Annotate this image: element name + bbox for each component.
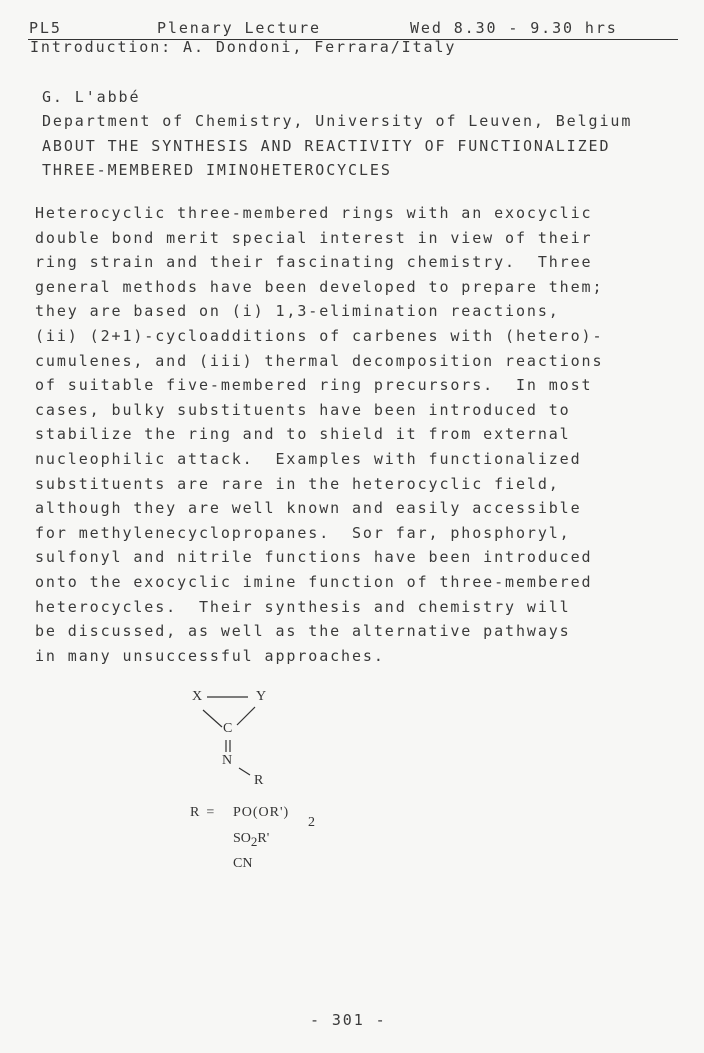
body-line: although they are well known and easily accessible xyxy=(35,499,582,518)
bond-n-r xyxy=(239,768,250,775)
bond-y-c xyxy=(237,707,255,725)
body-line: Heterocyclic three-membered rings with an exocyclic xyxy=(35,204,593,222)
subscript-2: 2 xyxy=(308,815,315,830)
title-line: ABOUT THE SYNTHESIS AND REACTIVITY OF FUNCTIONALIZED xyxy=(42,137,611,155)
lecture-code: PL5 xyxy=(29,19,62,37)
body-line: of suitable five-membered ring precursors. In most xyxy=(35,376,593,395)
bond-x-c xyxy=(203,710,222,727)
body-line: they are based on (i) 1,3-elimination reactions, xyxy=(35,302,560,321)
r-label: R = xyxy=(190,805,215,820)
session-time: Wed 8.30 - 9.30 hrs xyxy=(410,19,618,37)
title-line: THREE-MEMBERED IMINOHETEROCYCLES xyxy=(42,161,392,179)
r-prime: R' xyxy=(257,831,270,846)
body-line: (ii) (2+1)-cycloadditions of carbenes with (hetero)- xyxy=(35,327,604,345)
body-line: ring strain and their fascinating chemistry. Three xyxy=(35,253,593,272)
so-text: SO xyxy=(233,831,251,846)
body-line: cases, bulky substituents have been introduced to xyxy=(35,400,571,419)
introduction-line: Introduction: A. Dondoni, Ferrara/Italy xyxy=(30,38,457,56)
body-line: heterocycles. Their synthesis and chemistry will xyxy=(35,597,571,616)
subscript-2: 2 xyxy=(250,833,258,849)
body-line: substituents are rare in the heterocyclic field, xyxy=(35,474,560,493)
body-line: general methods have been developed to prepare them; xyxy=(35,277,604,296)
atom-c: C xyxy=(223,721,233,736)
substituent-sulfonyl xyxy=(233,831,269,850)
body-line: in many unsuccessful approaches. xyxy=(35,646,385,665)
body-line: cumulenes, and (iii) thermal decomposition reactions xyxy=(35,351,604,370)
body-line: stabilize the ring and to shield it from external xyxy=(35,425,571,444)
author: G. L'abbé xyxy=(42,88,141,106)
atom-n: N xyxy=(222,753,233,768)
body-line: be discussed, as well as the alternative pathways xyxy=(35,622,571,641)
body-line: nucleophilic attack. Examples with functionalized xyxy=(35,450,582,468)
atom-x: X xyxy=(192,689,203,704)
page-number: - 301 - xyxy=(310,1011,387,1029)
body-line: for methylenecyclopropanes. Sor far, phosphoryl, xyxy=(35,523,571,542)
substituent-nitrile: CN xyxy=(233,856,253,871)
body-line: double bond merit special interest in view of their xyxy=(35,228,593,247)
atom-y: Y xyxy=(256,689,267,704)
affiliation: Department of Chemistry, University of Leuven, Belgium xyxy=(42,112,633,130)
body-line: sulfonyl and nitrile functions have been introduced xyxy=(35,548,593,567)
body-line: onto the exocyclic imine function of three-membered xyxy=(35,573,593,591)
substituent-phosphoryl: PO(OR') xyxy=(233,805,290,820)
session-type: Plenary Lecture xyxy=(157,19,321,37)
atom-r: R xyxy=(254,773,264,788)
